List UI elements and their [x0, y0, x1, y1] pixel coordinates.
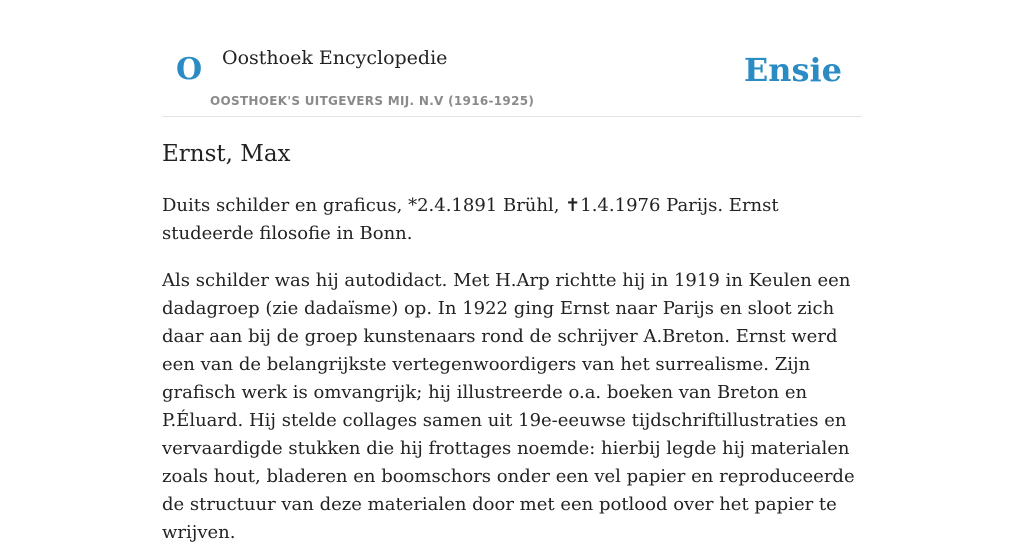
article [162, 136, 862, 547]
article-title: Ernst, Max [162, 141, 291, 167]
brand-logo[interactable]: Ensie [743, 51, 842, 89]
source-subtitle: OOSTHOEK'S UITGEVERS MIJ. N.V (1916-1925) [210, 94, 535, 108]
site-header [162, 0, 862, 117]
source-logo-icon[interactable]: O [176, 52, 203, 87]
source-title[interactable]: Oosthoek Encyclopedie [222, 47, 448, 69]
article-paragraph: Als schilder was hij autodidact. Met H.Arp richtte hij in 1919 in Keulen een dadagroep (zie dadaïsme) op. In 1922 ging Ernst naar Parijs en sloot zich daar aan bij de groep kunstenaars rond de schrijver A.Breton. Ernst werd een van de belangrijkste vertegenwoordigers van het surrealisme. Zijn grafisch werk is omvangrijk; hij illustreerde o.a. boeken van Breton en P.Éluard. Hij stelde collages samen uit 19e-eeuwse tijdschriftillustraties en vervaardigde stukken die hij frottages noemde: hierbij legde hij materialen zoals hout, bladeren en boomschors onder een vel papier en reproduceerde de structuur van deze materialen door met een potlood over het papier te wrijven. [162, 270, 855, 543]
article-paragraph: Duits schilder en graficus, *2.4.1891 Brühl, ✝1.4.1976 Parijs. Ernst studeerde filosofie in Bonn. [162, 195, 779, 244]
